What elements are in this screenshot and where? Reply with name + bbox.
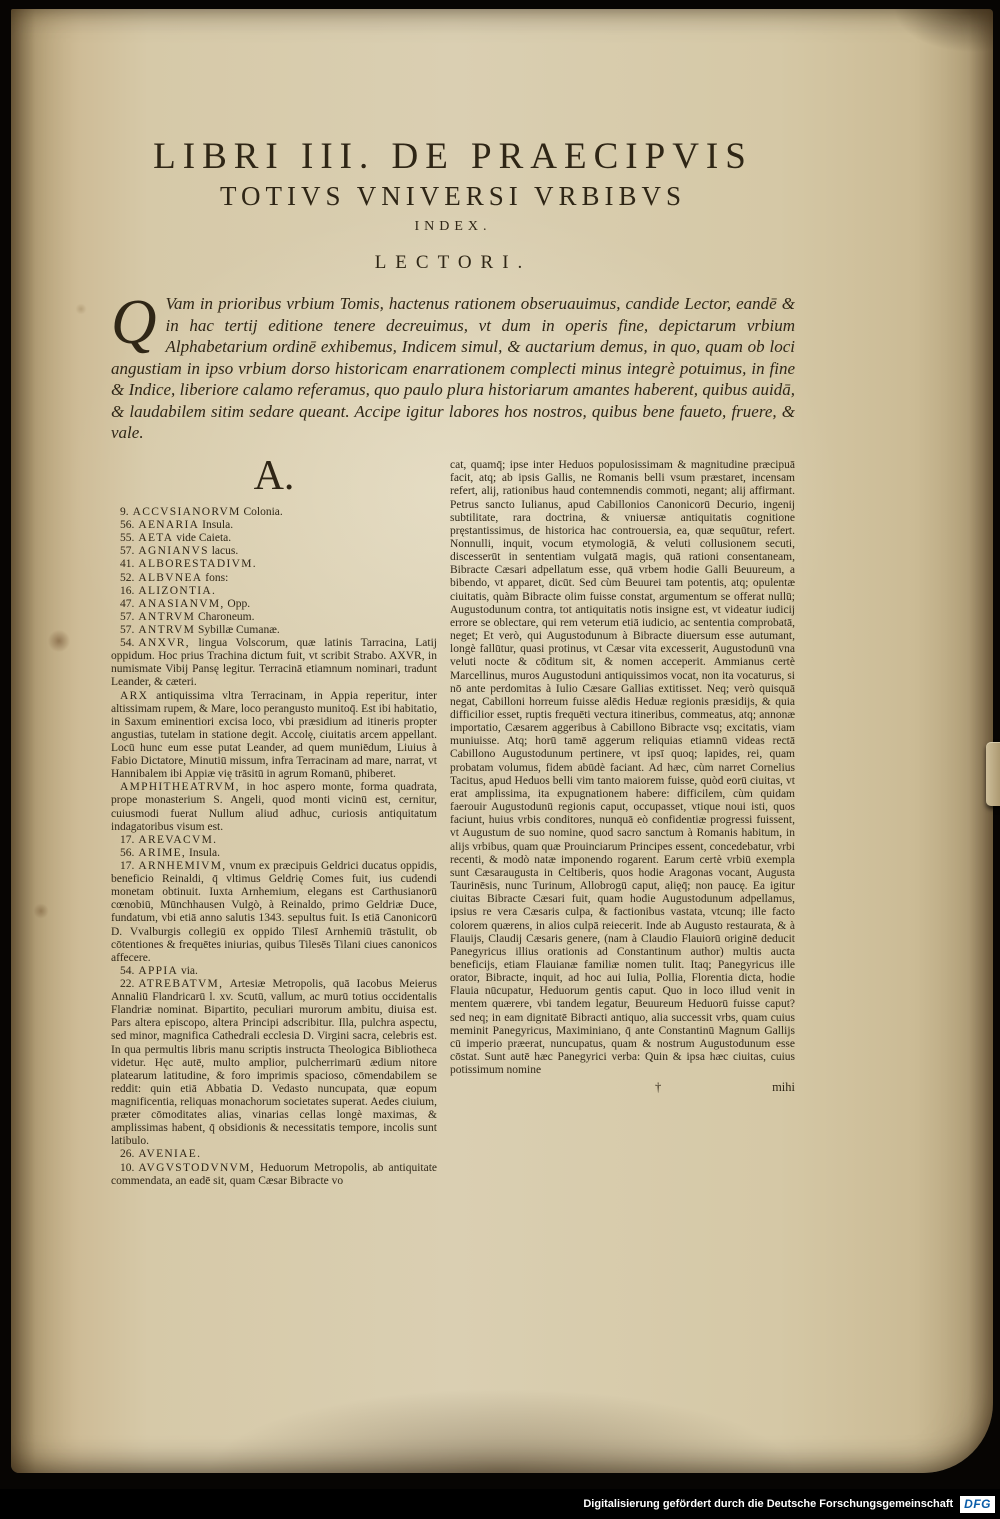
index-entry [111, 834, 437, 847]
entry-text: via. [178, 964, 198, 977]
letter-a-heading: A. [253, 453, 295, 500]
index-entry [111, 847, 437, 860]
entry-page-number: 54. [120, 637, 135, 650]
entry-page-number: 57. [120, 610, 135, 623]
book-page [11, 9, 993, 1473]
entry-headword: ANASIANVM, [138, 597, 225, 610]
drop-cap: Q [111, 287, 157, 357]
index-entry [111, 558, 437, 571]
entry-headword: AMPHITHEATRVM, [120, 781, 240, 794]
entry-text: Insula. [199, 519, 234, 532]
entry-text: vide Caieta. [173, 532, 232, 545]
entry-headword: AREVACVM. [138, 833, 218, 846]
index-entry [111, 637, 437, 689]
index-entry [111, 965, 437, 978]
preface-paragraph [111, 287, 795, 444]
index-entry [111, 781, 437, 833]
entry-text: Opp. [224, 597, 251, 610]
index-entry [111, 1162, 437, 1188]
entry-text: Insula. [186, 846, 220, 859]
entry-page-number: 17. [120, 833, 135, 846]
catchword: mihi [772, 1080, 795, 1095]
entry-headword: ALIZONTIA. [138, 584, 217, 597]
index-entries [111, 506, 437, 1188]
entry-page-number: 52. [120, 571, 135, 584]
entry-headword: ARX [120, 689, 149, 702]
index-entry [111, 519, 437, 532]
entry-text: Colonia. [240, 506, 283, 519]
lectori-heading: LECTORI. [374, 252, 532, 273]
entry-headword: ATREBATVM, [138, 977, 224, 990]
right-column-text: cat, quamq̄; ipse inter Heduos populosissimam & magnitudine præcipuā facit, atq; ab ipsis Gallis, ne Romanis belli vsum præstaret, incensam refert, alij, rationibus haud contemnendis commoti, negant; alij affirmant. Petrus sancto Iulianus, apud Cabillonios Canonicorū Decurio, ingenij subtilitate, rara doctrina, & vniuersæ antiquitatis cognitione pręstantissimus, de historica hac controuersia, ea, quæ sequūtur, refert. Nonnulli, inquit, vocum etymologiā, & veluti collusionem secuti, discesserūt in sententiam vulgatā magis, quā rationi consentaneam, Bibracte Cæsari adpellatum esse, quā vrbem hodie Galli Beuureum, a bibendo, vt apparet, dicūt. Sed cùm Beuurei tam potentis, atq; opulentæ ciuitatis, quàm Bibracte olim fuisse constat, argumentum se offerat nullū; Augustodunum contra, tot antiquitatis notis insigne est, vt videatur iudicij errore se oblectare, qui rem veterum etiā iudicio, ac sententia comprobatā, neget; Et verò, qui Augustodunum à Bibracte diuersum esse autumant, longè fallūtur, quasi protinus, vt Cæsar vita excesserit, Augustodunū vna veluti nocte & cōditum sit, & nomen acceperit. Ammianus certè Marcellinus, muros Augustoduni antiquissimos vocat, non ita vocaturus, si nō ante perdomitas à Iulio Cæsare Gallias extitisset. Neq; verò quisquā negat, Cabilloni horreum fuisse alēdis Heduæ regionis præsidijs, & quia difficilior esset, ruptis frequēti vectura itineribus, commeatus, atq; annonæ importatio, Cæsarem aggeribus à Cabillono Bibracte vsq; excitatis, viam muniuisse. Atq; horū tamē aggerum reliquias etiamnū videas rectā Cabillono Augustodunum pertinere, vt ipsī quoq; lapides, rei, quam probatam volumus, fidem abūdè faciant. Ad hæc, cùm narret Cornelius Tacitus, apud Heduos belli vim tanto maiorem fuisse, quòd eorū ciuitas, vt erat amplissima, ita expugnationem habere: difficilem, cùm quidam faerouir Augustodunū regionis caput, occupasset, vtique noui isti, quos faciunt, huius vrbis conditores, nunquā eò confidentiæ progressi fuissent, vt Augustum de suo nomine, quod sacro sanctum à Romanis habitum, in alijs vrbibus, quam quæ Prouinciarum Principes essent, concedebatur, vrbi recenti, & modò natæ imponendo rogarent. Earum certè vrbiū exempla sunt Cæsaraugusta in Celtiberis, quos hodie Aragonas vocant, Augusta Taurinēsis, nunc Turinum, Allobrogū caput, alięq̄; non paucę. Ea igitur ciuitas Bibracte Cæsari fuit, quam hodie Augustodunum adpellamus, ipsius re vera Cæsaris culpa, & factionibus vastata, vtcunq; ille facto colorem quærens, in alios culpā reiecerit. Inde ab Augusto restaurata, & à Flauijs, Claudij Cæsaris genere, (nam à Claudio Flauiorū originē deducit Panegyricus illius orationis ad Constantinum author) multis aucta beneficijs, etiam Flauianæ familiæ nomen tulit. Itaq; Panegyricus ille orator, Bibracte, inquit, ad hoc aui Iulia, Pollia, Florentia dicta, hodie Flauia nūcupatur, Heduorum gentis caput. Quo in loco illud venit in mentem quærere, vbi tandem legatur, Beuureum Heduorū fuisse caput? sed neq; in eam dignitatē Bibracti antiquo, alia successit vrbs, quam cuius meminit Panegyricus, Maximiniano, q̄ ante Constantinū Magnum Gallijs cū imperio præerat, nuncupatus, quam & nostrum Augustodunum esse cōstat. Sunt autē hæc Panegyrici verba: Quin & ipsa hæc ciuitas, cuius potissimum nomine [450, 459, 795, 1077]
index-entry [111, 572, 437, 585]
entry-text: Sybillæ Cumanæ. [195, 624, 280, 637]
index-entry [111, 545, 437, 558]
entry-text: fons: [202, 571, 229, 584]
entry-headword: ACCVSIANORVM [132, 506, 241, 519]
entry-page-number: 57. [120, 624, 135, 637]
entry-page-number: 54. [120, 964, 135, 977]
entry-text: lacus. [208, 545, 239, 558]
entry-headword: AGNIANVS [138, 545, 209, 558]
entry-headword: ALBVNEA [138, 571, 203, 584]
dfg-logo: DFG [960, 1496, 995, 1513]
entry-headword: ARIME, [138, 846, 187, 859]
catchword-row [450, 1080, 795, 1095]
entry-page-number: 55. [120, 532, 135, 545]
index-entry [111, 506, 437, 519]
entry-page-number: 16. [120, 584, 135, 597]
entry-headword: APPIA [138, 964, 179, 977]
entry-headword: AVENIAE. [138, 1148, 202, 1161]
entry-page-number: 47. [120, 597, 135, 610]
index-entry [111, 532, 437, 545]
digitization-credit: Digitalisierung gefördert durch die Deutsche Forschungsgemeinschaft [583, 1498, 954, 1510]
preface-text: Vam in prioribus vrbium Tomis, hactenus rationem obseruauimus, candide Lector, eandē & in hac tertij editione tenere decreuimus, vt dum in operis fine, depictarum vrbium Alphabetarium ordinē exhibemus, Indicem simul, & auctarium demus, in quo, quam ob loci angustiam in ipso vrbium dorso historicam enarrationem complecti minus integrè potuimus, in fine & Indice, liberiore calamo referamus, quo paulo plura historiarum amantes haberent, quibus auidā, & laudabilem sitim sedare queant. Accipe igitur labores hos nostros, quibus bene faueto, fruere, & vale. [111, 294, 795, 443]
entry-text: Artesiæ Metropolis, quā Iacobus Meierus Annaliū Flandricarū l. xv. Scutū, vallum, ac murū totius occidentalis Flandriæ nominat. Bipartito, peculiari murorum ambitu, diuisa est. Pars altera episcopo, altera Principi adscribitur. Illa, pulchra aspectu, sed minor, magnifica Cathedrali ecclesia D. Virgini sacra, celebris est. In qua permultis libris manu scriptis instructa Theologica Bibliotheca videtur. Hęc autē, multo amplior, pulcherrimarū ædium nitore platearum latitudine, & foro imprimis spacioso, cōmendabilem se reddit: quin etiā Abbatia D. Vedasto nuncupata, quæ eopum magnificentia, reliquas monachorum societates superat. Aedes ciuium, præter cōmoditates alias, vinarias cellas longè maximas, & amplissimas habent, q̄ obsidionis & necessitatis tempore, incolis sunt latibulo. [111, 977, 437, 1148]
entry-page-number: 26. [120, 1148, 135, 1161]
index-entry [111, 978, 437, 1148]
page-content [111, 135, 795, 1188]
entry-headword: AETA [138, 532, 174, 545]
index-right-column [450, 459, 795, 1095]
entry-headword: ALBORESTADIVM. [138, 558, 257, 571]
entry-page-number: 22. [120, 977, 135, 990]
entry-page-number: 56. [120, 519, 135, 532]
index-entry [111, 690, 437, 782]
index-entry [111, 611, 437, 624]
entry-headword: ANTRVM [138, 610, 196, 623]
entry-text: antiquissima vltra Terracinam, in Appia reperitur, inter altissimam rupem, & Mare, loco perangusto munitoq̄. Est ibi habitatio, in Saxum eminentiori excisa loco, vbi præsidium ad itineris propter angustias, tutelam in statione degit. Accolę, ciuitatis arcem appellant. Locū hunc eum esse putat Leander, ad quem muniēdum, Liuius à Fabio Dictatore, Minutiū missum, infra Terracinam ad mare, narrat, vt Hannibalem ibi Appiæ vię trāsitū in agrum Romanū, phiberet. [111, 689, 437, 781]
entry-page-number: 56. [120, 846, 135, 859]
digitization-footer-bar [0, 1489, 1000, 1519]
entry-text: vnum ex præcipuis Geldrici ducatus oppidis, beneficio Reinaldi, q̄ vltimus Geldrię Comes fuit, ius cudendi monetam obtinuit. Iuxta Arnhemium, elegans est Carthusianorū cœnobiū, Mūnchhausen Vulgò, à Reinaldo, primo Geldriæ Duce, fundatum, vbi etiā anno salutis 1343. sepultus fuit. Is etiā Canonicorū D. Vvalburgis collegiū ex oppido Tilesī Arnhemiū trāstulit, ob cōtentiones & frequētes iniurias, quibus Tilesēs Tilani ciues canonicos affecere. [111, 860, 437, 964]
entry-text: Charoneum. [195, 610, 255, 623]
entry-headword: AVGVSTODVNVM, [138, 1161, 255, 1174]
index-entry [111, 598, 437, 611]
index-left-column [111, 453, 437, 1188]
entry-page-number: 9. [120, 506, 129, 519]
entry-headword: AENARIA [138, 519, 200, 532]
entry-page-number: 10. [120, 1161, 135, 1174]
entry-headword: ANTRVM [138, 624, 196, 637]
signature-mark: † [655, 1080, 662, 1095]
index-entry [111, 585, 437, 598]
entry-page-number: 17. [120, 860, 135, 872]
entry-text: Heduorum Metropolis, ab antiquitate commendata, an eadē sit, quam Cæsar Bibracte vo [111, 1161, 437, 1187]
index-entry [111, 1148, 437, 1161]
entry-headword: ARNHEMIVM, [138, 860, 227, 872]
entry-page-number: 41. [120, 558, 135, 571]
page-edge-tab [986, 742, 1000, 806]
page-title-line2: TOTIVS VNIVERSI VRBIBVS [219, 181, 687, 211]
entry-text: lingua Volscorum, quæ latinis Tarracina, Latij oppidum. Hoc prius Trachina dictum fuit, vt scribit Strabo. AXVR, in numismate Vibij Pansę legitur. Terracinā etiamnum nominari, tradunt Leander, & cæteri. [111, 637, 437, 689]
entry-page-number: 57. [120, 545, 135, 558]
index-entry [111, 624, 437, 637]
index-columns [111, 453, 795, 1188]
entry-text: in hoc aspero monte, forma quadrata, prope monasterium S. Angeli, quod monti vicinū est, cernitur, cuiusmodi fuerat Nullum aliud adhuc, curiosis antiquitatum indagatoribus visum est. [111, 781, 437, 833]
index-entry [111, 860, 437, 965]
index-heading: INDEX. [414, 219, 492, 234]
entry-headword: ANXVR, [138, 637, 190, 650]
page-title-line1: LIBRI III. DE PRAECIPVIS [153, 136, 753, 177]
